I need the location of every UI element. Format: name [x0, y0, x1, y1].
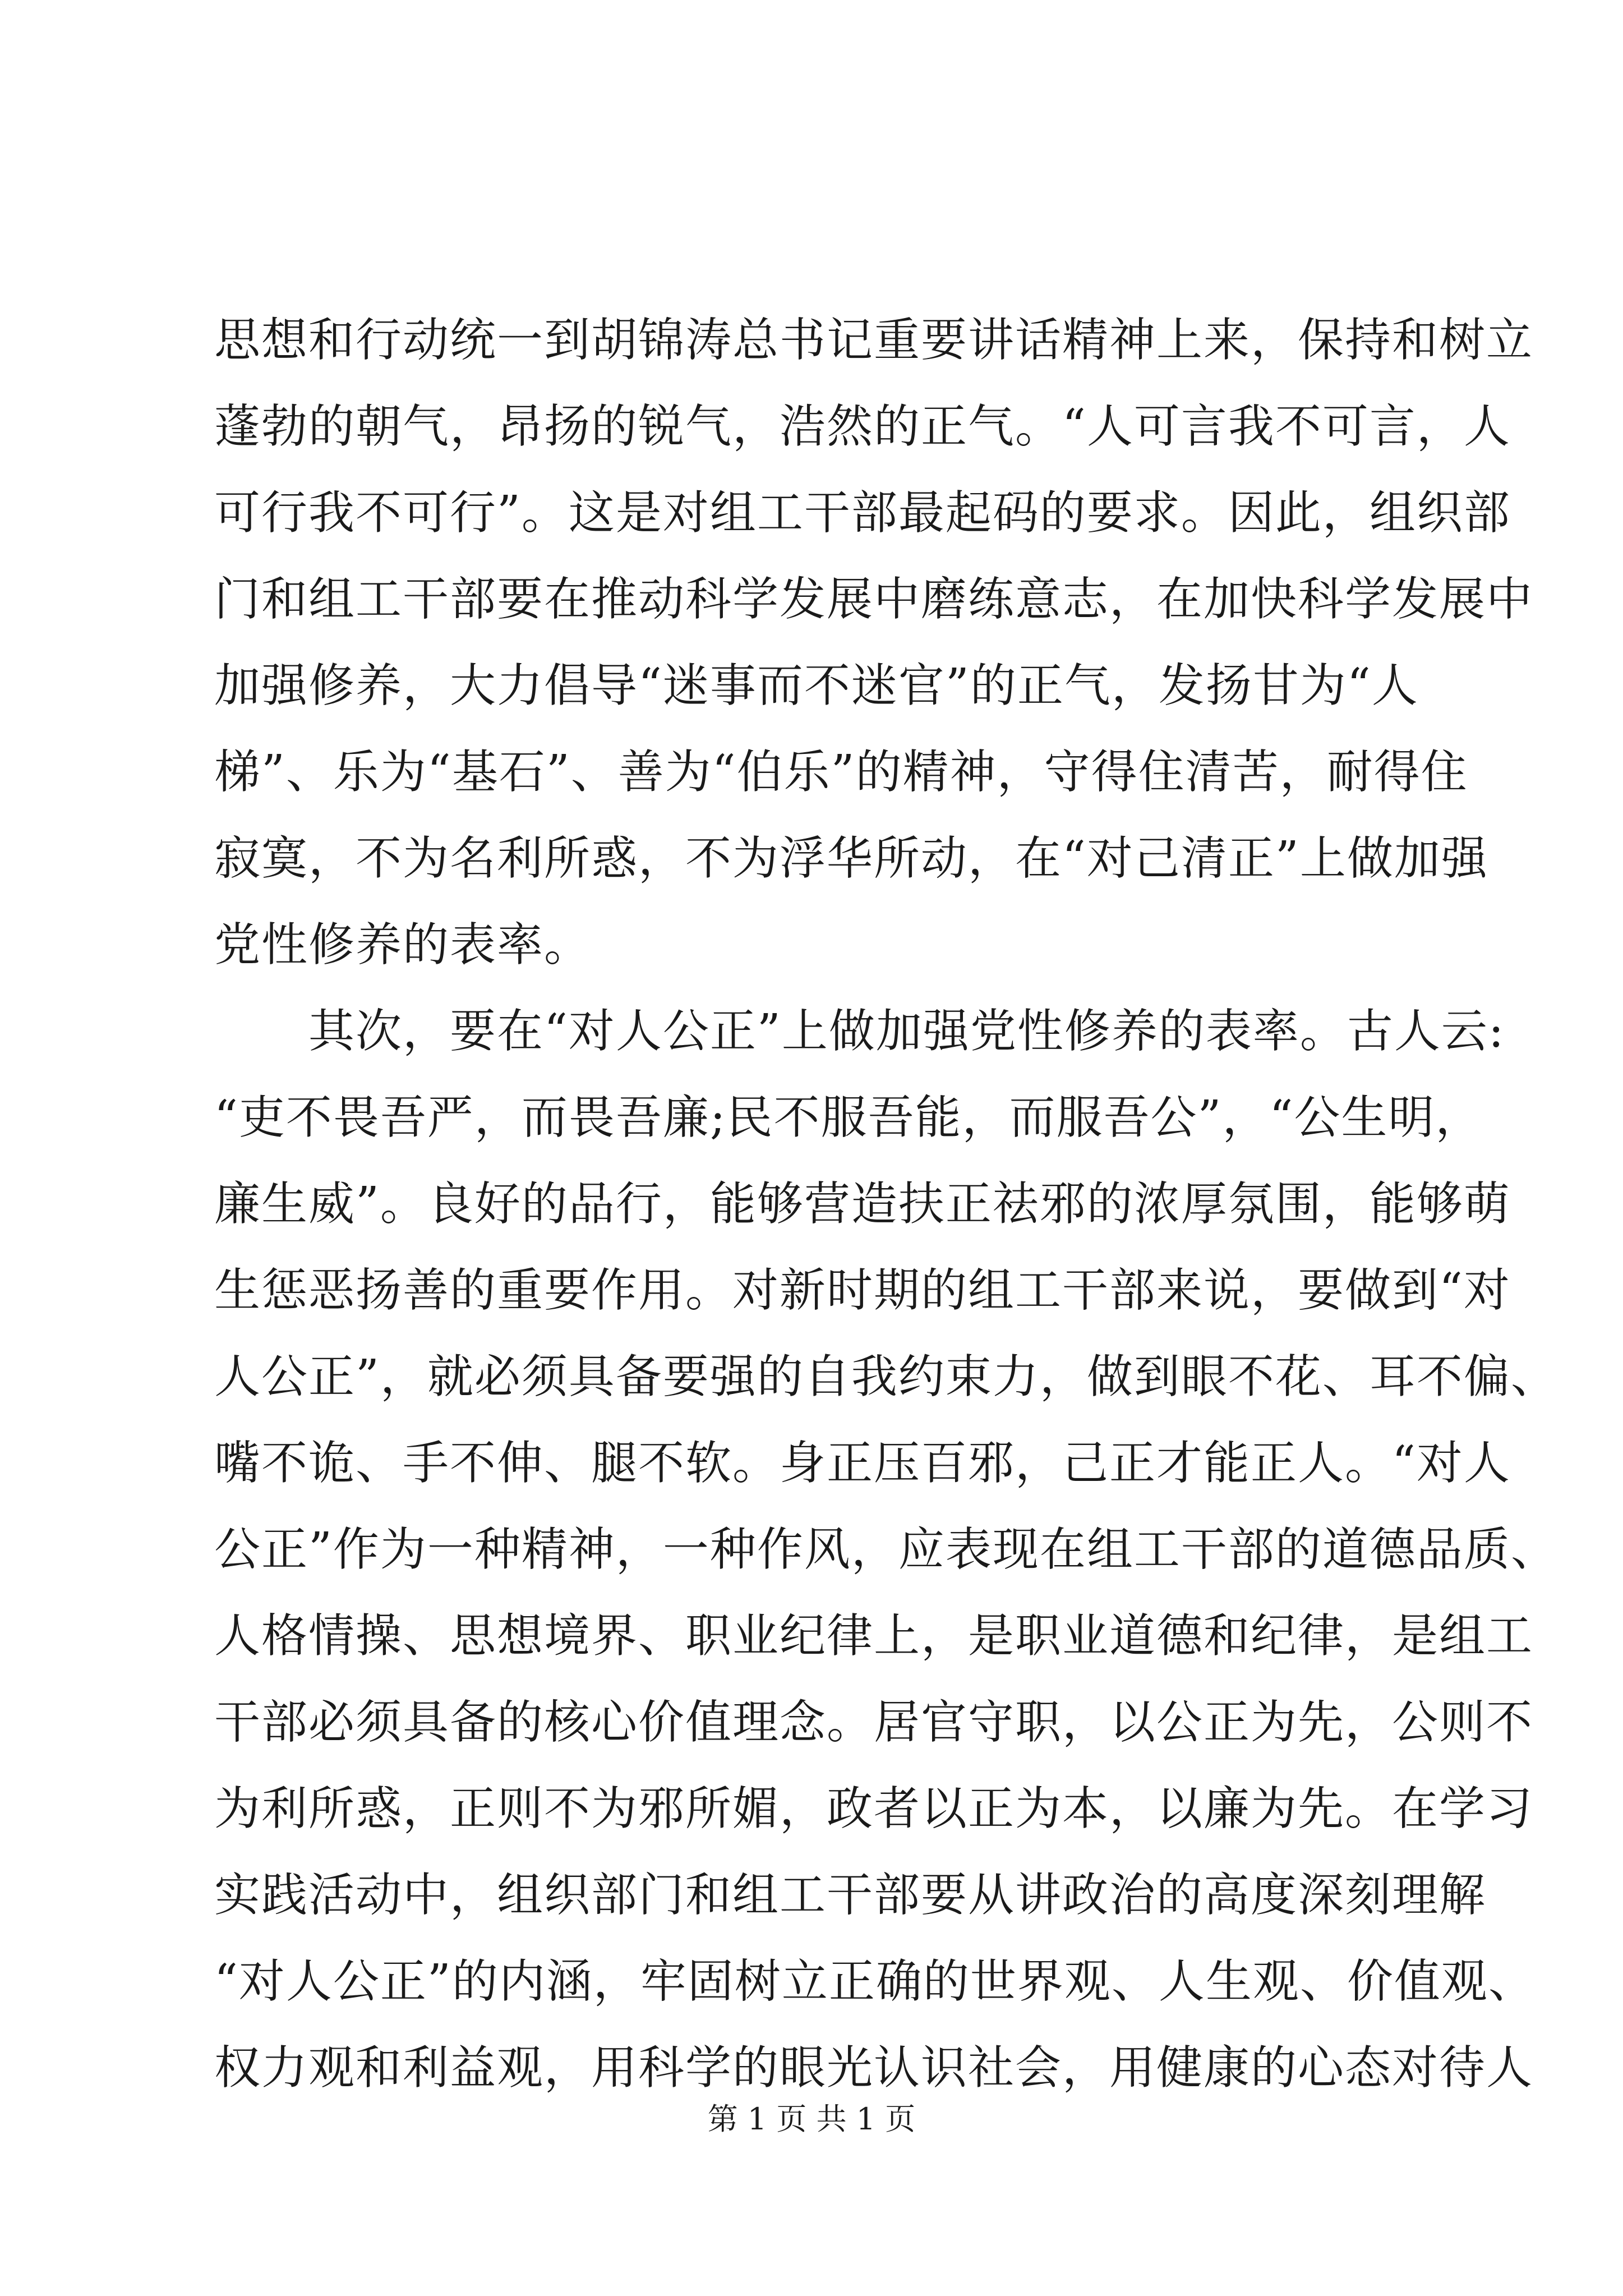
- text-line: 加强修养，大力倡导“迷事而不迷官”的正气，发扬甘为“人: [214, 659, 1419, 712]
- text-line: 权力观和利益观，用科学的眼光认识社会，用健康的心态对待人: [214, 2041, 1534, 2095]
- page-footer: 第 1 页 共 1 页: [707, 2101, 916, 2137]
- text-line: 寂寞，不为名利所惑，不为浮华所动，在“对己清正”上做加强: [214, 832, 1488, 885]
- text-line: 可行我不可行”。这是对组工干部最起码的要求。因此，组织部: [214, 486, 1511, 540]
- text-line: 生惩恶扬善的重要作用。对新时期的组工干部来说，要做到“对: [214, 1264, 1511, 1317]
- text-line: 廉生威”。良好的品行，能够营造扶正祛邪的浓厚氛围，能够萌: [214, 1177, 1511, 1231]
- text-line: 思想和行动统一到胡锦涛总书记重要讲话精神上来，保持和树立: [214, 314, 1534, 367]
- text-line: 梯”、乐为“基石”、善为“伯乐”的精神，守得住清苦，耐得住: [214, 746, 1468, 799]
- text-line: 为利所惑，正则不为邪所媚，政者以正为本，以廉为先。在学习: [214, 1782, 1534, 1835]
- text-line: 嘴不诡、手不伸、腿不软。身正压百邪，己正才能正人。“对人: [214, 1437, 1511, 1490]
- body-text: [214, 297, 1558, 2111]
- text-line: 蓬勃的朝气，昂扬的锐气，浩然的正气。“人可言我不可言，人: [214, 400, 1511, 453]
- text-line: 公正”作为一种精神，一种作风，应表现在组工干部的道德品质、: [214, 1523, 1558, 1576]
- text-line: 党性修养的表率。: [214, 918, 592, 972]
- text-line: 门和组工干部要在推动科学发展中磨练意志，在加快科学发展中: [214, 573, 1534, 626]
- text-line: 干部必须具备的核心价值理念。居官守职，以公正为先，公则不: [214, 1696, 1534, 1749]
- text-line: 人格情操、思想境界、职业纪律上，是职业道德和纪律，是组工: [214, 1609, 1534, 1663]
- text-line: 实践活动中，组织部门和组工干部要从讲政治的高度深刻理解: [214, 1869, 1487, 1922]
- text-line: “吏不畏吾严，而畏吾廉;民不服吾能，而服吾公”，“公生明，: [214, 1091, 1483, 1144]
- text-line: 其次，要在“对人公正”上做加强党性修养的表率。古人云:: [214, 1005, 1505, 1058]
- text-line: “对人公正”的内涵，牢固树立正确的世界观、人生观、价值观、: [214, 1955, 1536, 2008]
- text-line: 人公正”，就必须具备要强的自我约束力，做到眼不花、耳不偏、: [214, 1350, 1558, 1404]
